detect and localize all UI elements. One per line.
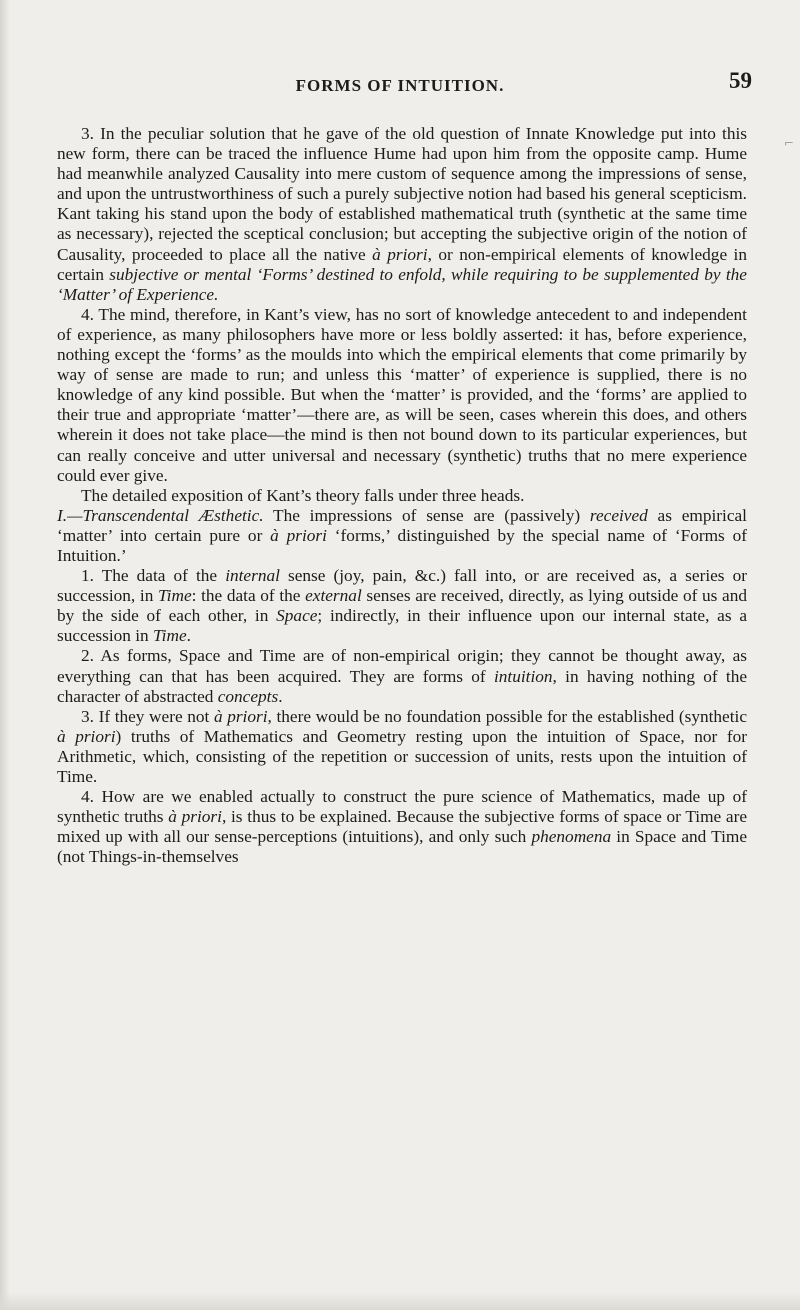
running-head: FORMS OF INTUITION. [295, 76, 505, 95]
page-number: 59 [729, 68, 752, 93]
section-transcendental-aesthetic: I.—Transcendental Æsthetic. The impressions of sense are (passively) received as empirical ‘matter’ into certain pure or à priori ‘forms,’ distinguished by the special name of ‘Forms of Intuition.’ [57, 505, 747, 565]
point-3: 3. If they were not à priori, there would be no foundation possible for the established (synthetic à priori) truths of Mathematics and Geometry resting upon the intuition of Space, nor for Arithmetic, which, consisting of the repetition or succession of units, rests upon the intuition of Time. [57, 706, 747, 786]
point-2: 2. As forms, Space and Time are of non-empirical origin; they cannot be thought away, as everything can that has been acquired. They are forms of intuition, in having nothing of the character of abstracted concepts. [57, 646, 748, 706]
point-1: 1. The data of the internal sense (joy, pain, &c.) fall into, or are received as, a series or succession, in Time: the data of the external senses are received, directly, as lying outside of us and by the side of each other, in Space; indirectly, in their influence upon our internal state, as a succession in Time. [57, 566, 747, 646]
paragraph-heads: The detailed exposition of Kant’s theory falls under three heads. [81, 485, 525, 505]
page-bottom-shadow [0, 1292, 800, 1310]
point-4: 4. How are we enabled actually to construct the pure science of Mathematics, made up of synthetic truths à priori, is thus to be explained. Because the subjective forms of space or Time are mixed up with all our sense-perceptions (intuitions), and only such phenomena in Space and Time (not Things-in-themselves [57, 787, 748, 867]
margin-mark: ⌐ [783, 136, 794, 150]
paragraph-4: 4. The mind, therefore, in Kant’s view, has no sort of knowledge antecedent to and independent of experience, as many philosophers have more or less boldly asserted: it has, before experience, nothing except the ‘forms’ as the moulds into which the empirical elements that come primarily by way of sense are made to run; and unless this ‘matter’ of experience is supplied, there is no knowledge of any kind possible. But when the ‘matter’ is provided, and the ‘forms’ are applied to their true and appropriate ‘matter’—there are, as will be seen, cases wherein this does, and others wherein it does not take place—the mind is then not bound down to its particular experiences, but can really conceive and utter universal and necessary (synthetic) truths that no mere experience could ever give. [57, 304, 747, 485]
page-edge-shadow [0, 0, 10, 1310]
body-text [57, 124, 747, 867]
page-header [0, 68, 800, 106]
paragraph-3: 3. In the peculiar solution that he gave of the old question of Innate Knowledge put into this new form, there can be traced the influence Hume had upon him from the opposite camp. Hume had meanwhile analyzed Causality into mere custom of sequence among the impressions of sense, and upon the untrustworthiness of such a purely subjective notion had based his general scepticism. Kant taking his stand upon the body of established mathematical truth (synthetic at the same time as necessary), rejected the sceptical conclusion; but accepting the subjective origin of the notion of Causality, proceeded to place all the native à priori, or non-empirical elements of knowledge in certain subjective or mental ‘Forms’ destined to enfold, while requiring to be supplemented by the ‘Matter’ of Experience. [57, 124, 748, 304]
section-title: I.—Transcendental Æsthetic. [57, 505, 264, 525]
